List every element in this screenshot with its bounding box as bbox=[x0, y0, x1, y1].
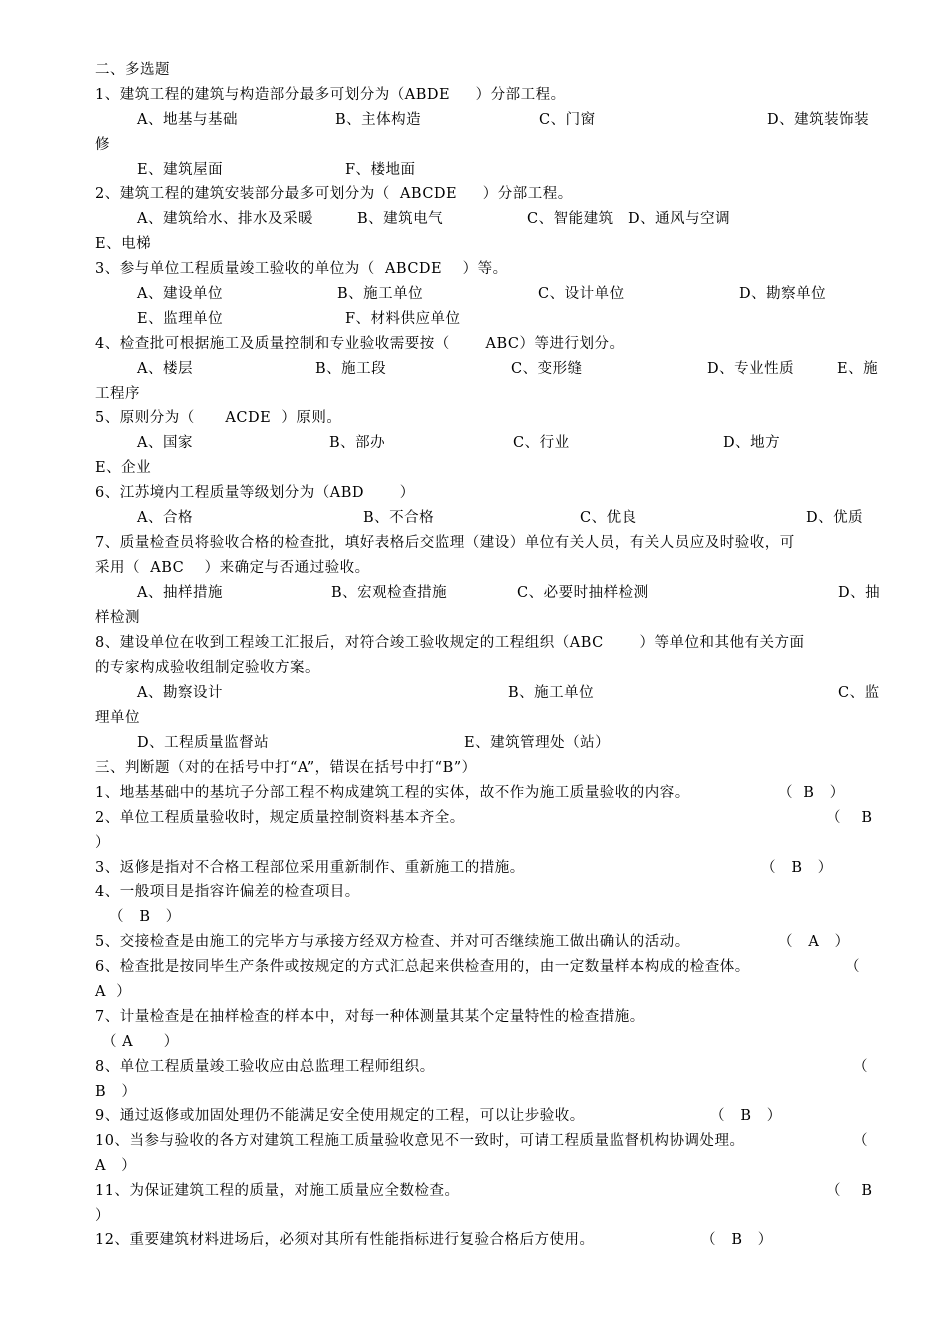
question-text: 6、江苏境内工程质量等级划分为（ABD ） bbox=[95, 485, 415, 501]
option: B、部办 bbox=[329, 435, 386, 451]
judge-row bbox=[95, 1104, 875, 1128]
judge-question: 7、计量检查是在抽样检查的样本中，对每一种体测量其某个定量特性的检查措施。 bbox=[95, 1009, 645, 1025]
judge-answer: （ B ） bbox=[710, 1108, 782, 1124]
option: C、设计单位 bbox=[538, 286, 625, 302]
wrapped-text: 工程序 bbox=[95, 386, 140, 402]
judge-answer-wrap: A ） bbox=[95, 1158, 137, 1174]
question-text: 的专家构成验收组制定验收方案。 bbox=[95, 660, 320, 676]
option-row bbox=[137, 307, 897, 331]
option: A、地基与基础 bbox=[137, 112, 238, 128]
option-row bbox=[137, 431, 897, 455]
judge-row bbox=[95, 1129, 875, 1153]
option: D、地方 bbox=[723, 435, 781, 451]
option: B、不合格 bbox=[363, 510, 435, 526]
option: D、通风与空调 bbox=[628, 211, 731, 227]
judge-row bbox=[95, 1179, 875, 1203]
question-text: 1、建筑工程的建筑与构造部分最多可划分为（ABDE ）分部工程。 bbox=[95, 87, 566, 103]
judge-answer-wrap: ） bbox=[95, 835, 110, 851]
option: F、楼地面 bbox=[345, 162, 416, 178]
judge-row bbox=[95, 955, 875, 979]
judge-answer: （ B ） bbox=[778, 785, 845, 801]
option: A、合格 bbox=[137, 510, 193, 526]
question-text: 2、建筑工程的建筑安装部分最多可划分为（ ABCDE ）分部工程。 bbox=[95, 186, 573, 202]
section-title-judge: 三、判断题（对的在括号中打“A”，错误在括号中打“B”） bbox=[95, 760, 477, 776]
judge-answer: （ A ） bbox=[778, 934, 850, 950]
option: A、楼层 bbox=[137, 361, 193, 377]
option-row bbox=[137, 207, 897, 231]
judge-answer-wrap: （ B ） bbox=[109, 909, 181, 925]
option: B、施工段 bbox=[315, 361, 387, 377]
judge-answer: （ bbox=[853, 1059, 868, 1075]
option-row bbox=[137, 108, 897, 132]
option: A、勘察设计 bbox=[137, 685, 223, 701]
judge-question: 10、当参与验收的各方对建筑工程施工质量验收意见不一致时，可请工程质量监督机构协调处理。 bbox=[95, 1133, 745, 1149]
wrapped-text: 修 bbox=[95, 137, 110, 153]
judge-answer: （ B ） bbox=[701, 1232, 773, 1248]
judge-question: 12、重要建筑材料进场后，必须对其所有性能指标进行复验合格后方使用。 bbox=[95, 1232, 595, 1248]
wrapped-text: 理单位 bbox=[95, 710, 140, 726]
option: B、建筑电气 bbox=[357, 211, 444, 227]
judge-answer-wrap: A ） bbox=[95, 984, 132, 1000]
option: C、监 bbox=[838, 685, 880, 701]
option: E、施 bbox=[837, 361, 879, 377]
option: E、建筑屋面 bbox=[137, 162, 224, 178]
judge-answer: （ bbox=[853, 1133, 868, 1149]
wrapped-text: E、企业 bbox=[95, 460, 152, 476]
option: B、宏观检查措施 bbox=[331, 585, 448, 601]
option: D、专业性质 bbox=[707, 361, 795, 377]
judge-row bbox=[95, 806, 875, 830]
judge-question: 11、为保证建筑工程的质量，对施工质量应全数检查。 bbox=[95, 1183, 460, 1199]
judge-row bbox=[95, 930, 875, 954]
wrapped-text: 样检测 bbox=[95, 610, 140, 626]
option-row bbox=[137, 506, 897, 530]
option: E、监理单位 bbox=[137, 311, 224, 327]
wrapped-text: E、电梯 bbox=[95, 236, 152, 252]
option: D、建筑装饰装 bbox=[767, 112, 870, 128]
option-row bbox=[137, 282, 897, 306]
question-text: 4、检查批可根据施工及质量控制和专业验收需要按（ ABC）等进行划分。 bbox=[95, 336, 625, 352]
judge-answer: （ bbox=[845, 959, 860, 975]
question-text: 8、建设单位在收到工程竣工汇报后，对符合竣工验收规定的工程组织（ABC ）等单位和其他有关方面 bbox=[95, 635, 805, 651]
judge-row bbox=[95, 1228, 875, 1252]
judge-question: 6、检查批是按同毕生产条件或按规定的方式汇总起来供检查用的，由一定数量样本构成的检查体。 bbox=[95, 959, 750, 975]
judge-question: 5、交接检查是由施工的完毕方与承接方经双方检查、并对可否继续施工做出确认的活动。 bbox=[95, 934, 690, 950]
question-text: 5、原则分为（ ACDE ）原则。 bbox=[95, 410, 342, 426]
judge-question: 3、返修是指对不合格工程部位采用重新制作、重新施工的措施。 bbox=[95, 860, 525, 876]
option: A、抽样措施 bbox=[137, 585, 223, 601]
option: B、施工单位 bbox=[337, 286, 424, 302]
option: C、必要时抽样检测 bbox=[517, 585, 649, 601]
option: A、国家 bbox=[137, 435, 193, 451]
option-row bbox=[137, 357, 897, 381]
option: C、行业 bbox=[513, 435, 570, 451]
option: C、门窗 bbox=[539, 112, 596, 128]
judge-question: 9、通过返修或加固处理仍不能满足安全使用规定的工程，可以让步验收。 bbox=[95, 1108, 585, 1124]
judge-answer: （ B ） bbox=[761, 860, 833, 876]
option: D、优质 bbox=[806, 510, 864, 526]
question-text: 采用（ ABC ）来确定与否通过验收。 bbox=[95, 560, 370, 576]
option: C、变形缝 bbox=[511, 361, 583, 377]
option: A、建设单位 bbox=[137, 286, 223, 302]
option-row bbox=[137, 581, 897, 605]
question-text: 3、参与单位工程质量竣工验收的单位为（ ABCDE ）等。 bbox=[95, 261, 508, 277]
option: C、优良 bbox=[580, 510, 637, 526]
judge-answer-wrap: B ） bbox=[95, 1084, 137, 1100]
section-title-multi: 二、多选题 bbox=[95, 62, 170, 78]
judge-row bbox=[95, 781, 875, 805]
judge-answer: （ B bbox=[826, 1183, 873, 1199]
judge-question: 4、一般项目是指容许偏差的检查项目。 bbox=[95, 884, 360, 900]
option: F、材料供应单位 bbox=[345, 311, 461, 327]
judge-answer-wrap: ） bbox=[95, 1208, 110, 1224]
option-row bbox=[137, 158, 897, 182]
option: C、智能建筑 bbox=[527, 211, 614, 227]
judge-answer-wrap: （ A ） bbox=[102, 1034, 179, 1050]
option: D、抽 bbox=[838, 585, 881, 601]
option-row bbox=[137, 731, 897, 755]
judge-question: 8、单位工程质量竣工验收应由总监理工程师组织。 bbox=[95, 1059, 435, 1075]
judge-row bbox=[95, 1055, 875, 1079]
judge-answer: （ B bbox=[826, 810, 873, 826]
option: E、建筑管理处（站） bbox=[464, 735, 611, 751]
option: A、建筑给水、排水及采暖 bbox=[137, 211, 313, 227]
option: D、勘察单位 bbox=[739, 286, 827, 302]
option: B、主体构造 bbox=[335, 112, 422, 128]
question-text: 7、质量检查员将验收合格的检查批，填好表格后交监理（建设）单位有关人员，有关人员应及时验收，可 bbox=[95, 535, 795, 551]
option: B、施工单位 bbox=[508, 685, 595, 701]
option: D、工程质量监督站 bbox=[137, 735, 270, 751]
option-row bbox=[137, 681, 897, 705]
judge-question: 1、地基基础中的基坑子分部工程不构成建筑工程的实体，故不作为施工质量验收的内容。 bbox=[95, 785, 690, 801]
judge-question: 2、单位工程质量验收时，规定质量控制资料基本齐全。 bbox=[95, 810, 465, 826]
judge-row bbox=[95, 856, 875, 880]
